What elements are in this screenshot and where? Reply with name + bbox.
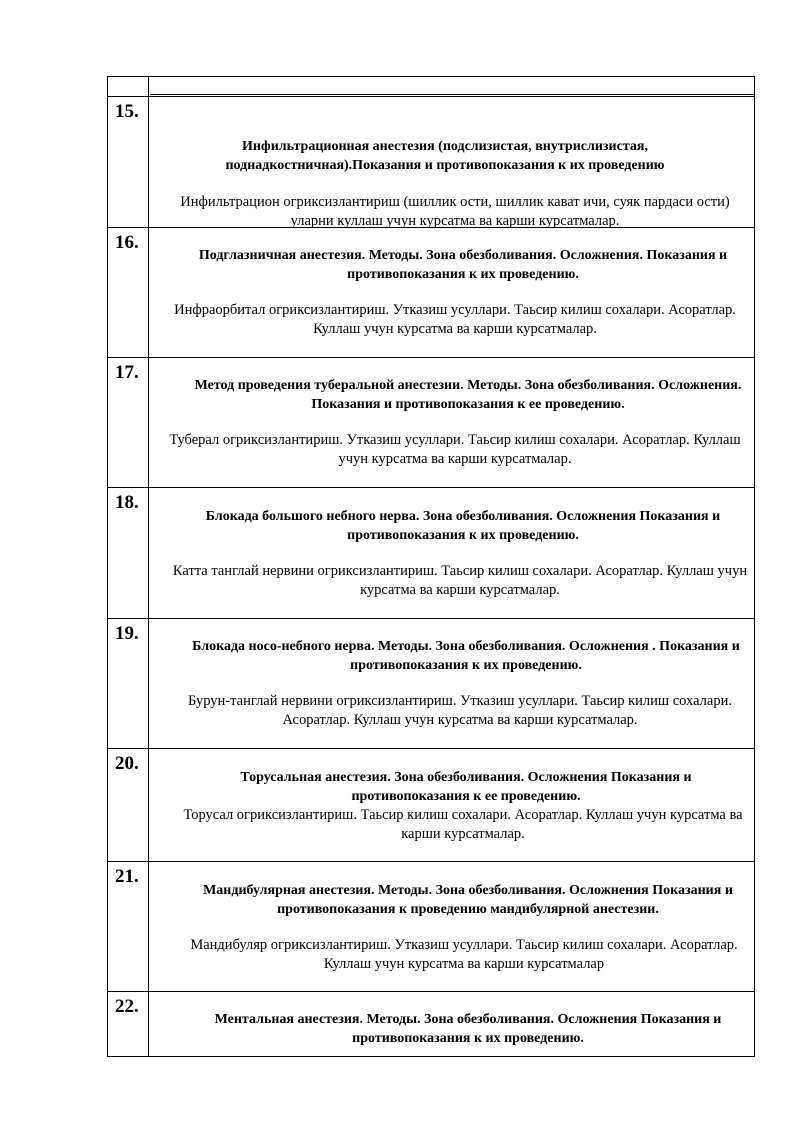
number-cell [108,619,149,748]
row-divider [150,94,754,95]
question-text-uz: Катта танглай нервини огриксизлантириш. Таьсир килиш сохалари. Асоратлар. Куллаш учун курсатма ва карши курсатмалар. [172,563,748,598]
question-title-ru: Мандибулярная анестезия. Методы. Зона обезболивания. Осложнения Показания и противопоказания к проведению мандибулярной анестезии. [203,883,733,917]
question-text-uz: Туберал огриксизлантириш. Утказиш усуллари. Таьсир килиш сохалари. Асоратлар. Куллаш учун курсатма ва карши курсатмалар. [169,432,741,467]
row-number: 17. [115,362,139,383]
row-number: 15. [115,101,139,122]
table-row [107,618,755,748]
number-column-cell [108,77,149,96]
row-number: 18. [115,492,139,513]
question-text-uz: Инфраорбитал огриксизлантириш. Утказиш усуллари. Таьсир килиш сохалари. Асоратлар. Куллаш учун курсатма ва карши курсатмалар. [174,302,736,337]
table-header-row [107,76,755,96]
number-cell [108,97,149,227]
table-row [107,487,755,618]
question-title-ru: Блокада носо-небного нерва. Методы. Зона обезболивания. Осложнения . Показания и противопоказания к их проведению. [192,639,740,673]
number-cell [108,228,149,357]
question-title-ru: Блокада большого небного нерва. Зона обезболивания. Осложнения Показания и противопоказания к их проведению. [205,509,721,543]
table-row [107,357,755,487]
question-title-ru: Инфильтрационная анестезия (подслизистая, внутрислизистая, поднадкостничная).Показания и противопоказания к их проведению [225,139,665,173]
table-row [107,227,755,357]
questions-table [107,76,755,1057]
row-number: 21. [115,866,139,887]
question-title-ru: Подглазничная анестезия. Методы. Зона обезболивания. Осложнения. Показания и противопоказания к их проведению. [198,248,728,282]
table-row [107,748,755,861]
question-text-uz: Мандибуляр огриксизлантириш. Утказиш усуллари. Таьсир килиш сохалари. Асоратлар. Куллаш учун курсатма ва карши курсатмалар [190,937,738,972]
number-cell [108,862,149,991]
number-cell [108,749,149,861]
number-cell [108,488,149,618]
number-cell [108,358,149,487]
question-text-uz: Торусал огриксизлантириш. Таьсир килиш сохалари. Асоратлар. Куллаш учун курсатма ва карши курсатмалар. [183,807,743,842]
question-title-ru: Ментальная анестезия. Методы. Зона обезболивания. Осложнения Показания и противопоказания к их проведению. [214,1012,722,1046]
row-number: 19. [115,623,139,644]
question-title-ru: Метод проведения туберальной анестезии. Методы. Зона обезболивания. Осложнения. Показания и противопоказания к ее проведению. [194,378,742,412]
row-number: 16. [115,232,139,253]
question-text-uz: Инфильтрацион огриксизлантириш (шиллик ости, шиллик кават ичи, суяк пардаси ости) уларни куллаш учун курсатма ва карши курсатмалар. [180,194,730,229]
question-title-ru: Торусальная анестезия. Зона обезболивания. Осложнения Показания и противопоказания к ее проведению. [240,770,692,804]
question-text-uz: Бурун-танглай нервини огриксизлантириш. Утказиш усуллари. Таьсир килиш сохалари. Асоратлар. Куллаш учун курсатма ва карши курсатмалар. [188,693,732,728]
row-number: 20. [115,753,139,774]
number-cell [108,992,149,1056]
row-number: 22. [115,996,139,1017]
table-row [107,991,755,1057]
table-row [107,96,755,227]
table-row [107,861,755,991]
